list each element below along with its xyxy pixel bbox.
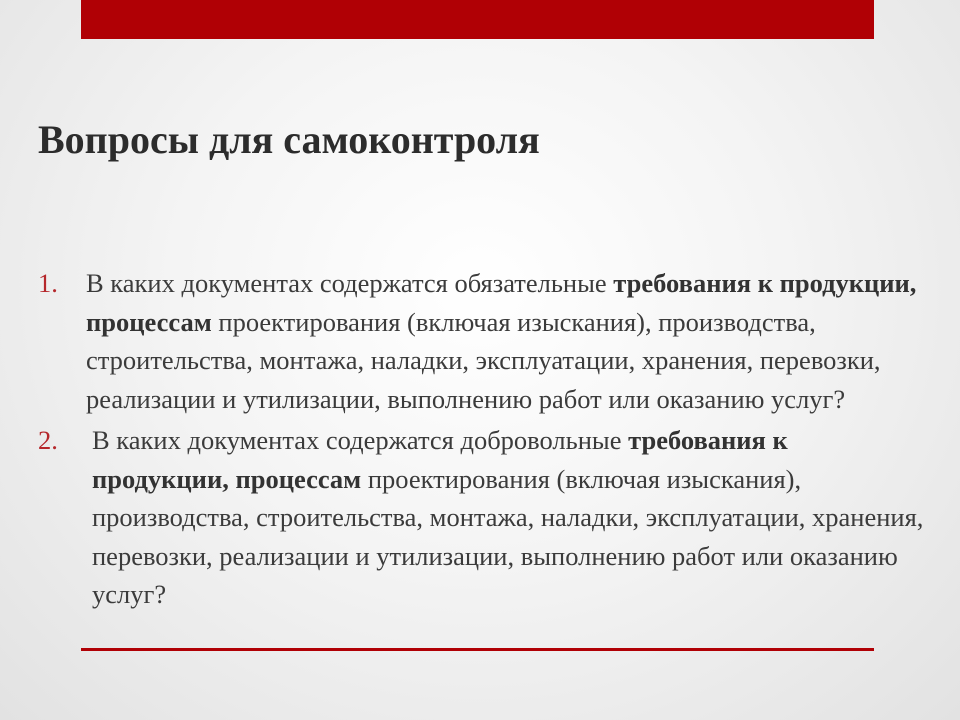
question-number: 2. [38, 425, 58, 455]
question-item-1 [38, 264, 928, 418]
question-text-end: проектирования (включая изыскания), производства, строительства, монтажа, наладки, эксплуатации, хранения, перевозки, реализации и утилизации, выполнению работ или оказанию услуг? [86, 306, 881, 414]
question-text-end: проектирования (включая изыскания), производства, строительства, монтажа, наладки, эксплуатации, хранения, перевозки, реализации и утилизации, выполнению работ или оказанию услуг? [92, 463, 924, 609]
question-text [86, 264, 928, 418]
question-number: 1. [38, 268, 58, 298]
question-text-bold: требования к продукции, процессам [86, 268, 917, 337]
top-accent-bar [81, 0, 874, 39]
question-item-2 [38, 421, 928, 614]
question-list [38, 264, 928, 617]
bottom-accent-line [81, 648, 874, 651]
slide-title: Вопросы для самоконтроля [38, 117, 540, 162]
question-text-start: В каких документах содержатся обязательные [86, 268, 614, 298]
question-text-bold: требования к продукции, процессам [92, 425, 788, 494]
question-text [86, 421, 928, 614]
question-text-start: В каких документах содержатся добровольные [92, 425, 629, 455]
